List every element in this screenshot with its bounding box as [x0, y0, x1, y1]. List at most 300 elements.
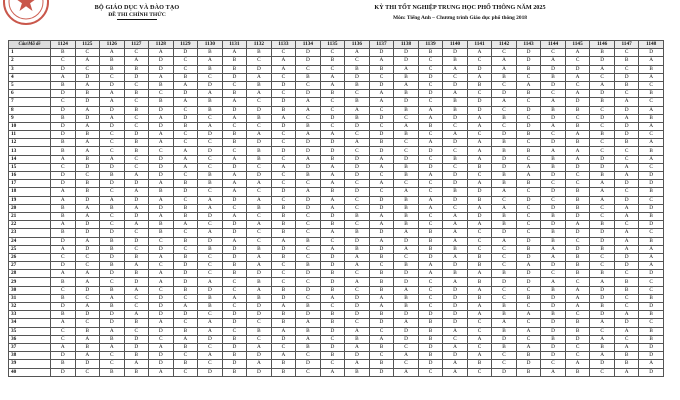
- table-row: [9, 131, 664, 139]
- answer-cell: D: [345, 155, 370, 163]
- answer-cell: B: [271, 212, 296, 220]
- answer-cell: B: [100, 286, 125, 294]
- answer-cell: C: [492, 245, 517, 253]
- answer-cell: B: [198, 245, 223, 253]
- exam-code-header: 1137: [369, 41, 394, 49]
- answer-cell: C: [222, 81, 247, 89]
- answer-cell: B: [418, 237, 443, 245]
- answer-cell: C: [149, 335, 174, 343]
- answer-cell: A: [247, 360, 272, 368]
- answer-cell: A: [443, 253, 468, 261]
- answer-cell: B: [614, 81, 639, 89]
- answer-cell: B: [565, 106, 590, 114]
- answer-cell: D: [124, 73, 149, 81]
- answer-cell: A: [222, 155, 247, 163]
- exam-code-header: 1129: [173, 41, 198, 49]
- answer-cell: D: [149, 57, 174, 65]
- answer-cell: B: [565, 188, 590, 196]
- answer-cell: B: [222, 270, 247, 278]
- answer-cell: B: [492, 311, 517, 319]
- answer-cell: B: [345, 229, 370, 237]
- answer-cell: A: [639, 262, 664, 270]
- answer-cell: B: [296, 327, 321, 335]
- answer-cell: C: [149, 237, 174, 245]
- answer-cell: C: [271, 270, 296, 278]
- answer-cell: A: [369, 212, 394, 220]
- answer-cell: D: [418, 163, 443, 171]
- answer-cell: A: [565, 286, 590, 294]
- answer-cell: A: [516, 163, 541, 171]
- answer-cell: C: [247, 335, 272, 343]
- answer-cell: A: [516, 311, 541, 319]
- answer-cell: D: [222, 221, 247, 229]
- answer-cell: B: [75, 155, 100, 163]
- answer-cell: A: [369, 155, 394, 163]
- answer-cell: D: [443, 196, 468, 204]
- answer-cell: D: [198, 212, 223, 220]
- answer-cell: A: [345, 360, 370, 368]
- answer-cell: A: [590, 335, 615, 343]
- answer-cell: D: [443, 172, 468, 180]
- answer-cell: B: [100, 172, 125, 180]
- answer-cell: A: [639, 155, 664, 163]
- answer-cell: C: [198, 139, 223, 147]
- answer-cell: C: [75, 294, 100, 302]
- answer-cell: A: [418, 270, 443, 278]
- answer-cell: C: [124, 122, 149, 130]
- answer-cell: C: [345, 196, 370, 204]
- answer-cell: B: [247, 49, 272, 57]
- answer-cell: C: [467, 245, 492, 253]
- exam-code-header: 1125: [75, 41, 100, 49]
- answer-cell: C: [492, 352, 517, 360]
- answer-cell: A: [149, 278, 174, 286]
- answer-cell: B: [51, 139, 76, 147]
- answer-cell: A: [467, 335, 492, 343]
- answer-cell: B: [541, 212, 566, 220]
- answer-cell: D: [639, 270, 664, 278]
- answer-cell: C: [516, 114, 541, 122]
- answer-cell: C: [173, 294, 198, 302]
- answer-cell: B: [492, 303, 517, 311]
- answer-cell: C: [124, 114, 149, 122]
- answer-cell: B: [247, 114, 272, 122]
- answer-cell: D: [492, 90, 517, 98]
- answer-cell: B: [149, 81, 174, 89]
- exam-code-header: 1134: [296, 41, 321, 49]
- answer-cell: B: [173, 122, 198, 130]
- answer-cell: D: [75, 245, 100, 253]
- answer-cell: D: [345, 73, 370, 81]
- table-row: [9, 360, 664, 368]
- answer-cell: C: [418, 98, 443, 106]
- answer-cell: A: [173, 335, 198, 343]
- answer-cell: A: [394, 286, 419, 294]
- answer-cell: D: [369, 196, 394, 204]
- answer-cell: A: [443, 229, 468, 237]
- answer-cell: D: [222, 73, 247, 81]
- answer-cell: D: [296, 163, 321, 171]
- answer-cell: B: [394, 303, 419, 311]
- answer-cell: B: [198, 49, 223, 57]
- answer-cell: D: [418, 90, 443, 98]
- answer-cell: C: [443, 163, 468, 171]
- answer-cell: A: [320, 245, 345, 253]
- answer-cell: D: [222, 360, 247, 368]
- answer-cell: B: [100, 57, 125, 65]
- answer-cell: A: [565, 360, 590, 368]
- table-row: [9, 90, 664, 98]
- question-number: 22: [9, 221, 51, 229]
- question-number: 27: [9, 262, 51, 270]
- question-number: 8: [9, 106, 51, 114]
- question-number: 30: [9, 286, 51, 294]
- answer-cell: A: [100, 343, 125, 351]
- answer-cell: C: [149, 262, 174, 270]
- answer-cell: C: [198, 262, 223, 270]
- answer-cell: B: [51, 311, 76, 319]
- answer-cell: A: [492, 319, 517, 327]
- answer-cell: B: [320, 188, 345, 196]
- answer-cell: C: [467, 90, 492, 98]
- answer-cell: A: [296, 106, 321, 114]
- table-row: [9, 294, 664, 302]
- answer-cell: C: [541, 49, 566, 57]
- answer-cell: C: [271, 139, 296, 147]
- table-row: [9, 311, 664, 319]
- answer-cell: D: [467, 65, 492, 73]
- answer-cell: D: [247, 352, 272, 360]
- answer-cell: C: [418, 131, 443, 139]
- answer-cell: B: [124, 368, 149, 376]
- answer-cell: C: [590, 139, 615, 147]
- answer-cell: A: [149, 114, 174, 122]
- answer-cell: A: [565, 90, 590, 98]
- answer-cell: B: [149, 221, 174, 229]
- answer-cell: A: [247, 343, 272, 351]
- answer-cell: C: [614, 147, 639, 155]
- answer-cell: A: [173, 147, 198, 155]
- answer-cell: D: [541, 303, 566, 311]
- answer-cell: D: [565, 65, 590, 73]
- answer-cell: D: [51, 122, 76, 130]
- answer-cell: C: [124, 229, 149, 237]
- answer-cell: C: [369, 327, 394, 335]
- exam-code-header: 1147: [614, 41, 639, 49]
- answer-cell: B: [271, 229, 296, 237]
- answer-cell: B: [345, 114, 370, 122]
- table-row: [9, 196, 664, 204]
- exam-code-header: 1128: [149, 41, 174, 49]
- answer-cell: D: [100, 270, 125, 278]
- answer-cell: C: [418, 188, 443, 196]
- answer-cell: A: [271, 163, 296, 171]
- answer-cell: C: [247, 98, 272, 106]
- answer-cell: C: [296, 212, 321, 220]
- answer-cell: C: [75, 253, 100, 261]
- answer-cell: C: [516, 155, 541, 163]
- answer-cell: D: [149, 294, 174, 302]
- table-row: [9, 286, 664, 294]
- answer-cell: C: [369, 262, 394, 270]
- answer-cell: B: [639, 114, 664, 122]
- answer-cell: D: [51, 106, 76, 114]
- answer-cell: D: [614, 73, 639, 81]
- answer-cell: B: [492, 212, 517, 220]
- exam-code-header: 1130: [198, 41, 223, 49]
- answer-cell: B: [173, 253, 198, 261]
- answer-cell: C: [247, 188, 272, 196]
- answer-cell: A: [222, 172, 247, 180]
- answer-cell: A: [516, 172, 541, 180]
- table-row: [9, 114, 664, 122]
- answer-cell: A: [492, 204, 517, 212]
- answer-cell: C: [296, 245, 321, 253]
- answer-cell: D: [516, 237, 541, 245]
- answer-cell: B: [173, 327, 198, 335]
- answer-cell: A: [247, 131, 272, 139]
- header-row: [9, 41, 664, 49]
- ministry-block: [52, 4, 222, 20]
- answer-cell: A: [198, 57, 223, 65]
- answer-cell: B: [222, 335, 247, 343]
- answer-cell: C: [467, 237, 492, 245]
- answer-cell: B: [222, 368, 247, 376]
- answer-cell: B: [345, 335, 370, 343]
- answer-cell: C: [639, 278, 664, 286]
- answer-cell: B: [639, 212, 664, 220]
- answer-cell: C: [100, 147, 125, 155]
- answer-cell: A: [565, 131, 590, 139]
- answer-cell: A: [296, 98, 321, 106]
- answer-cell: B: [394, 221, 419, 229]
- answer-cell: D: [541, 343, 566, 351]
- answer-cell: A: [247, 221, 272, 229]
- answer-cell: D: [590, 237, 615, 245]
- answer-cell: D: [467, 106, 492, 114]
- answer-cell: B: [590, 270, 615, 278]
- question-number: 23: [9, 229, 51, 237]
- answer-cell: D: [100, 180, 125, 188]
- answer-cell: C: [443, 73, 468, 81]
- answer-cell: D: [296, 270, 321, 278]
- answer-cell: B: [492, 270, 517, 278]
- answer-cell: A: [345, 49, 370, 57]
- answer-cell: A: [247, 73, 272, 81]
- answer-cell: C: [173, 131, 198, 139]
- answer-cell: A: [320, 172, 345, 180]
- question-number: 28: [9, 270, 51, 278]
- answer-cell: A: [614, 98, 639, 106]
- answer-cell: C: [173, 352, 198, 360]
- official-exam-label: ĐỀ THI CHÍNH THỨC: [108, 12, 166, 18]
- answer-cell: A: [149, 180, 174, 188]
- answer-cell: B: [149, 188, 174, 196]
- answer-cell: A: [394, 188, 419, 196]
- question-number: 36: [9, 335, 51, 343]
- answer-cell: C: [443, 335, 468, 343]
- answer-cell: A: [100, 90, 125, 98]
- answer-cell: B: [394, 73, 419, 81]
- ministry-name: BỘ GIÁO DỤC VÀ ĐÀO TẠO: [94, 4, 180, 11]
- answer-cell: C: [565, 352, 590, 360]
- answer-cell: C: [198, 221, 223, 229]
- answer-cell: A: [565, 294, 590, 302]
- exam-code-header: 1143: [516, 41, 541, 49]
- answer-cell: D: [516, 253, 541, 261]
- answer-cell: D: [492, 278, 517, 286]
- answer-cell: A: [198, 229, 223, 237]
- answer-cell: B: [271, 221, 296, 229]
- answer-cell: A: [492, 237, 517, 245]
- answer-cell: B: [492, 327, 517, 335]
- answer-cell: B: [296, 172, 321, 180]
- answer-cell: C: [418, 57, 443, 65]
- answer-cell: D: [345, 311, 370, 319]
- answer-cell: C: [51, 57, 76, 65]
- answer-cell: A: [124, 221, 149, 229]
- answer-cell: D: [369, 204, 394, 212]
- answer-cell: D: [639, 352, 664, 360]
- answer-cell: B: [492, 180, 517, 188]
- answer-cell: D: [614, 253, 639, 261]
- answer-cell: D: [124, 180, 149, 188]
- answer-cell: A: [320, 196, 345, 204]
- answer-cell: B: [124, 139, 149, 147]
- answer-cell: D: [394, 155, 419, 163]
- answer-cell: A: [75, 352, 100, 360]
- answer-cell: C: [614, 303, 639, 311]
- answer-cell: B: [590, 172, 615, 180]
- answer-cell: D: [541, 294, 566, 302]
- answer-cell: D: [75, 98, 100, 106]
- answer-cell: A: [247, 253, 272, 261]
- exam-code-header: 1140: [443, 41, 468, 49]
- answer-cell: B: [149, 229, 174, 237]
- answer-cell: A: [124, 57, 149, 65]
- answer-cell: D: [516, 106, 541, 114]
- answer-cell: D: [149, 204, 174, 212]
- answer-cell: B: [565, 122, 590, 130]
- answer-cell: D: [173, 188, 198, 196]
- answer-cell: A: [443, 360, 468, 368]
- answer-cell: A: [51, 319, 76, 327]
- answer-cell: B: [51, 81, 76, 89]
- answer-cell: D: [296, 286, 321, 294]
- answer-cell: C: [639, 98, 664, 106]
- answer-cell: A: [75, 270, 100, 278]
- answer-cell: C: [173, 196, 198, 204]
- answer-cell: C: [51, 98, 76, 106]
- answer-cell: A: [345, 139, 370, 147]
- answer-cell: D: [271, 294, 296, 302]
- answer-cell: C: [271, 49, 296, 57]
- answer-cell: B: [369, 343, 394, 351]
- exam-code-header: 1124: [51, 41, 76, 49]
- answer-cell: D: [271, 122, 296, 130]
- answer-cell: C: [124, 245, 149, 253]
- answer-cell: A: [198, 319, 223, 327]
- answer-cell: A: [467, 147, 492, 155]
- answer-cell: B: [443, 106, 468, 114]
- answer-cell: B: [75, 188, 100, 196]
- answer-cell: D: [198, 81, 223, 89]
- answer-cell: A: [492, 65, 517, 73]
- answer-cell: D: [51, 368, 76, 376]
- answer-cell: C: [418, 303, 443, 311]
- answer-cell: C: [394, 360, 419, 368]
- answer-cell: D: [565, 212, 590, 220]
- answer-cell: C: [516, 139, 541, 147]
- answer-cell: B: [639, 90, 664, 98]
- answer-cell: D: [149, 65, 174, 73]
- answer-cell: A: [222, 98, 247, 106]
- answer-cell: D: [639, 180, 664, 188]
- answer-cell: C: [173, 65, 198, 73]
- answer-cell: C: [124, 49, 149, 57]
- question-number: 32: [9, 303, 51, 311]
- answer-cell: C: [394, 180, 419, 188]
- answer-cell: B: [222, 352, 247, 360]
- answer-cell: A: [369, 180, 394, 188]
- answer-cell: A: [516, 81, 541, 89]
- answer-cell: B: [590, 221, 615, 229]
- answer-cell: A: [124, 360, 149, 368]
- answer-cell: B: [320, 57, 345, 65]
- answer-cell: A: [614, 114, 639, 122]
- answer-cell: B: [418, 335, 443, 343]
- answer-cell: D: [541, 114, 566, 122]
- answer-cell: C: [100, 188, 125, 196]
- answer-cell: B: [418, 327, 443, 335]
- answer-cell: D: [320, 114, 345, 122]
- answer-cell: B: [51, 204, 76, 212]
- answer-cell: D: [394, 278, 419, 286]
- answer-cell: D: [394, 270, 419, 278]
- question-number: 26: [9, 253, 51, 261]
- exam-code-header: 1138: [394, 41, 419, 49]
- answer-cell: C: [492, 49, 517, 57]
- answer-cell: D: [345, 163, 370, 171]
- answer-cell: C: [541, 90, 566, 98]
- answer-cell: D: [247, 172, 272, 180]
- answer-cell: C: [590, 147, 615, 155]
- answer-cell: D: [639, 343, 664, 351]
- answer-cell: A: [296, 335, 321, 343]
- answer-cell: B: [394, 204, 419, 212]
- answer-cell: D: [369, 147, 394, 155]
- question-number: 11: [9, 131, 51, 139]
- answer-cell: A: [443, 343, 468, 351]
- answer-cell: A: [639, 57, 664, 65]
- answer-cell: B: [198, 65, 223, 73]
- answer-cell: B: [247, 278, 272, 286]
- answer-cell: A: [590, 352, 615, 360]
- answer-cell: D: [369, 245, 394, 253]
- answer-cell: C: [467, 319, 492, 327]
- answer-cell: C: [516, 98, 541, 106]
- answer-cell: D: [320, 343, 345, 351]
- answer-cell: B: [614, 352, 639, 360]
- answer-cell: D: [51, 172, 76, 180]
- question-number: 19: [9, 196, 51, 204]
- answer-cell: A: [51, 343, 76, 351]
- question-number: 6: [9, 90, 51, 98]
- answer-cell: C: [222, 327, 247, 335]
- answer-cell: B: [516, 245, 541, 253]
- answer-cell: D: [541, 327, 566, 335]
- answer-cell: B: [75, 90, 100, 98]
